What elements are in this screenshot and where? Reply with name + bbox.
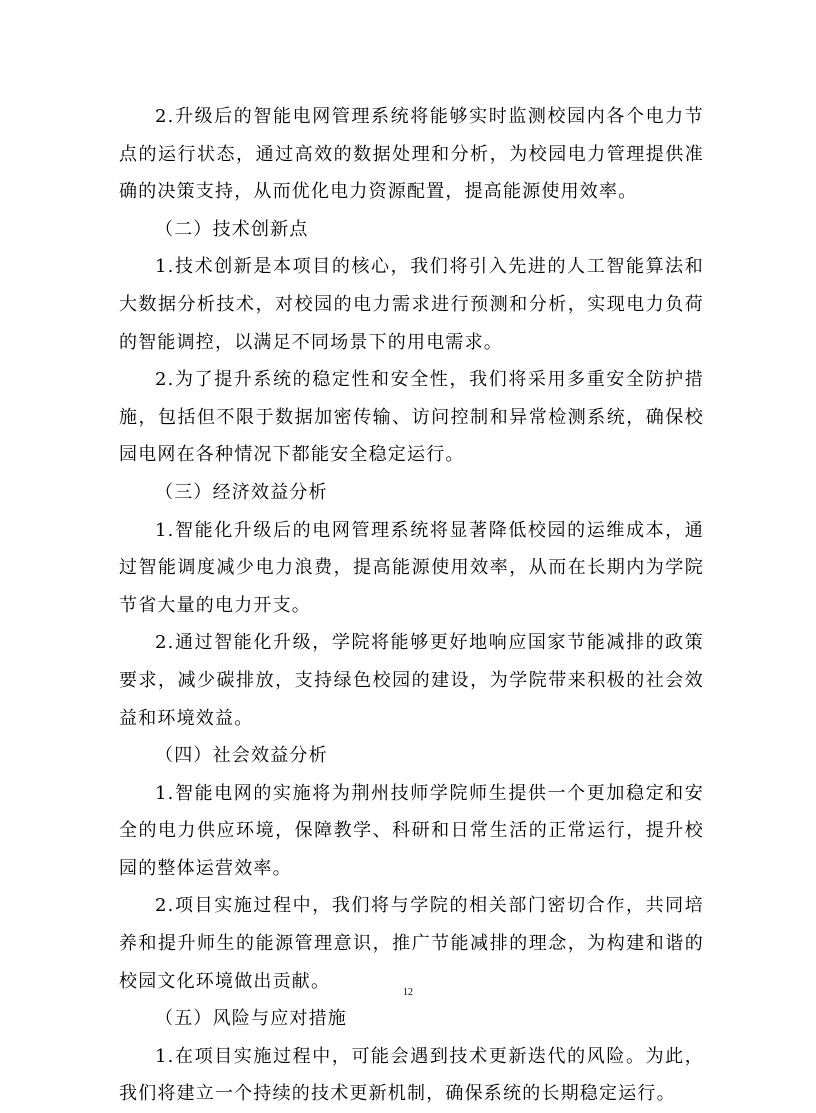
paragraph-upgrade-monitoring: 2.升级后的智能电网管理系统将能够实时监测校园内各个电力节点的运行状态，通过高效的数据处理和分析，为校园电力管理提供准确的决策支持，从而优化电力资源配置，提高能源使用效率。 <box>119 106 704 203</box>
section-heading-social-benefits: （四）社会效益分析 <box>155 745 328 767</box>
paragraph-cooperation: 2.项目实施过程中，我们将与学院的相关部门密切合作，共同培养和提升师生的能源管理意识，推广节能减排的理念，为构建和谐的校园文化环境做出贡献。 <box>119 895 704 992</box>
document-body <box>119 98 704 1113</box>
paragraph-cost-reduction: 1.智能化升级后的电网管理系统将显著降低校园的运维成本，通过智能调度减少电力浪费，提高能源使用效率，从而在长期内为学院节省大量的电力开支。 <box>119 519 704 616</box>
section-heading-risks: （五）风险与应对措施 <box>155 1008 347 1030</box>
page-number: 12 <box>403 987 413 998</box>
section-heading-tech-innovation: （二）技术创新点 <box>155 218 309 240</box>
paragraph-ai-bigdata: 1.技术创新是本项目的核心，我们将引入先进的人工智能算法和大数据分析技术，对校园的电力需求进行预测和分析，实现电力负荷的智能调控，以满足不同场景下的用电需求。 <box>119 256 704 353</box>
paragraph-stable-supply: 1.智能电网的实施将为荆州技师学院师生提供一个更加稳定和安全的电力供应环境，保障教学、科研和日常生活的正常运行，提升校园的整体运营效率。 <box>119 782 704 879</box>
paragraph-security-measures: 2.为了提升系统的稳定性和安全性，我们将采用多重安全防护措施，包括但不限于数据加密传输、访问控制和异常检测系统，确保校园电网在各种情况下都能安全稳定运行。 <box>119 369 704 466</box>
section-heading-economic-benefits: （三）经济效益分析 <box>155 481 328 503</box>
paragraph-energy-policy: 2.通过智能化升级，学院将能够更好地响应国家节能减排的政策要求，减少碳排放，支持绿色校园的建设，为学院带来积极的社会效益和环境效益。 <box>119 632 704 729</box>
paragraph-tech-update-risk: 1.在项目实施过程中，可能会遇到技术更新迭代的风险。为此，我们将建立一个持续的技术更新机制，确保系统的长期稳定运行。 <box>119 1045 704 1105</box>
